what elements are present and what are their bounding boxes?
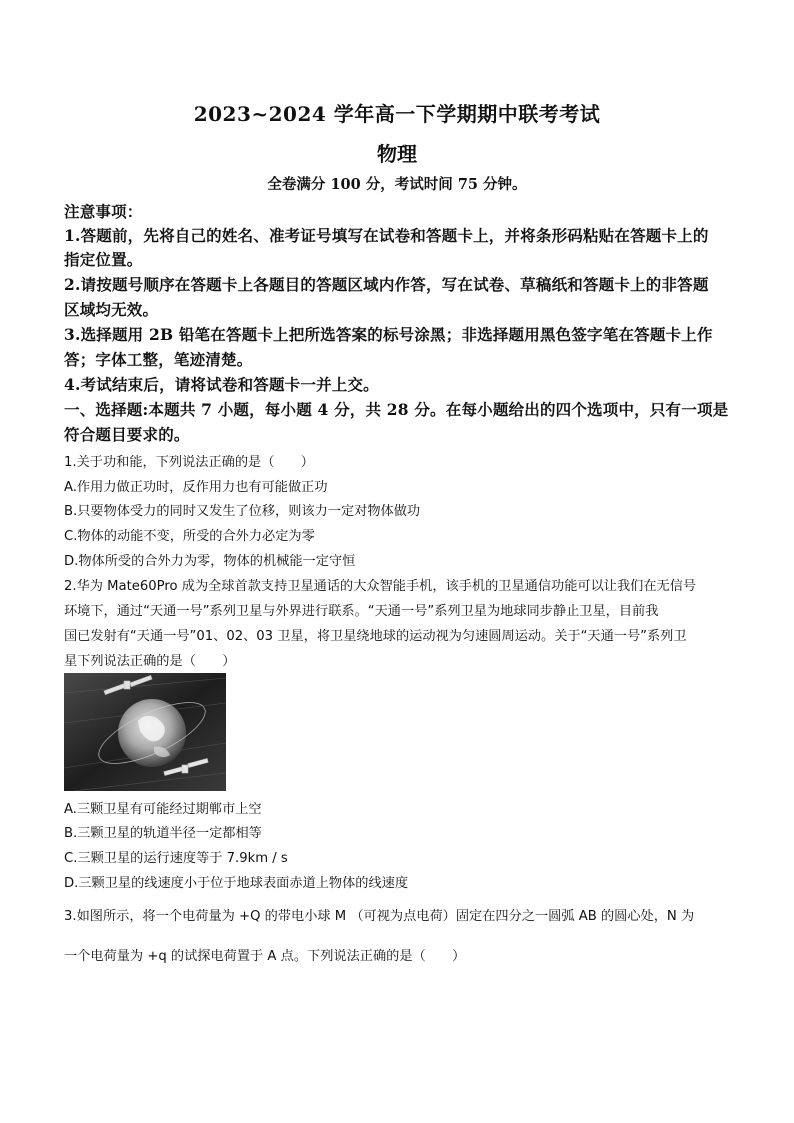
note-line: 答；字体工整，笔迹清楚。: [64, 350, 253, 369]
question-2-option-d: D.三颗卫星的线速度小于位于地球表面赤道上物体的线速度: [64, 876, 409, 891]
question-1-option-c: C.物体的动能不变，所受的合外力必定为零: [64, 529, 315, 544]
note-line: 区域均无效。: [64, 300, 159, 319]
question-2-option-b: B.三颗卫星的轨道半径一定都相等: [64, 826, 262, 841]
question-3-stem: 3.如图所示，将一个电荷量为 +Q 的带电小球 M （可视为点电荷）固定在四分之一圆弧 AB 的圆心处，N 为: [64, 909, 695, 924]
note-line: 指定位置。: [64, 250, 143, 269]
question-2-stem: 环境下，通过“天通一号”系列卫星与外界进行联系。“天通一号”系列卫星为地球同步静止卫星，目前我: [64, 604, 659, 619]
note-line: 1.答题前，先将自己的姓名、准考证号填写在试卷和答题卡上，并将条形码粘贴在答题卡上的: [64, 226, 709, 245]
satellite-photo: [64, 673, 226, 791]
question-1-option-d: D.物体所受的合外力为零，物体的机械能一定守恒: [64, 554, 356, 569]
subject-title: 物理: [377, 142, 417, 166]
question-1-stem: 1.关于功和能，下列说法正确的是（ ）: [64, 455, 314, 470]
note-line: 2.请按题号顺序在答题卡上各题目的答题区域内作答，写在试卷、草稿纸和答题卡上的非答题: [64, 275, 709, 294]
note-line: 4.考试结束后，请将试卷和答题卡一并上交。: [64, 375, 379, 394]
note-line: 3.选择题用 2B 铅笔在答题卡上把所选答案的标号涂黑；非选择题用黑色签字笔在答题卡上作: [64, 325, 713, 344]
question-2-stem: 国已发射有“天通一号”01、02、03 卫星，将卫星绕地球的运动视为匀速圆周运动。关于“天通一号”系列卫: [64, 629, 687, 644]
section-heading: 一、选择题:本题共 7 小题，每小题 4 分，共 28 分。在每小题给出的四个选项中，只有一项是: [64, 400, 729, 419]
section-heading: 符合题目要求的。: [64, 425, 190, 444]
question-2-stem: 2.华为 Mate60Pro 成为全球首款支持卫星通话的大众智能手机，该手机的卫星通信功能可以让我们在无信号: [64, 579, 697, 594]
question-1-option-a: A.作用力做正功时，反作用力也有可能做正功: [64, 480, 328, 495]
question-2-option-c: C.三颗卫星的运行速度等于 7.9km / s: [64, 851, 288, 866]
question-1-option-b: B.只要物体受力的同时又发生了位移，则该力一定对物体做功: [64, 504, 421, 519]
question-3-stem: 一个电荷量为 +q 的试探电荷置于 A 点。下列说法正确的是（ ）: [64, 949, 466, 964]
exam-title: 2023~2024 学年高一下学期期中联考考试: [193, 102, 601, 126]
score-time-note: 全卷满分 100 分，考试时间 75 分钟。: [267, 176, 527, 193]
notes-heading: 注意事项：: [64, 202, 143, 221]
question-2-stem: 星下列说法正确的是（ ）: [64, 654, 236, 669]
question-2-option-a: A.三颗卫星有可能经过期郸市上空: [64, 802, 262, 817]
